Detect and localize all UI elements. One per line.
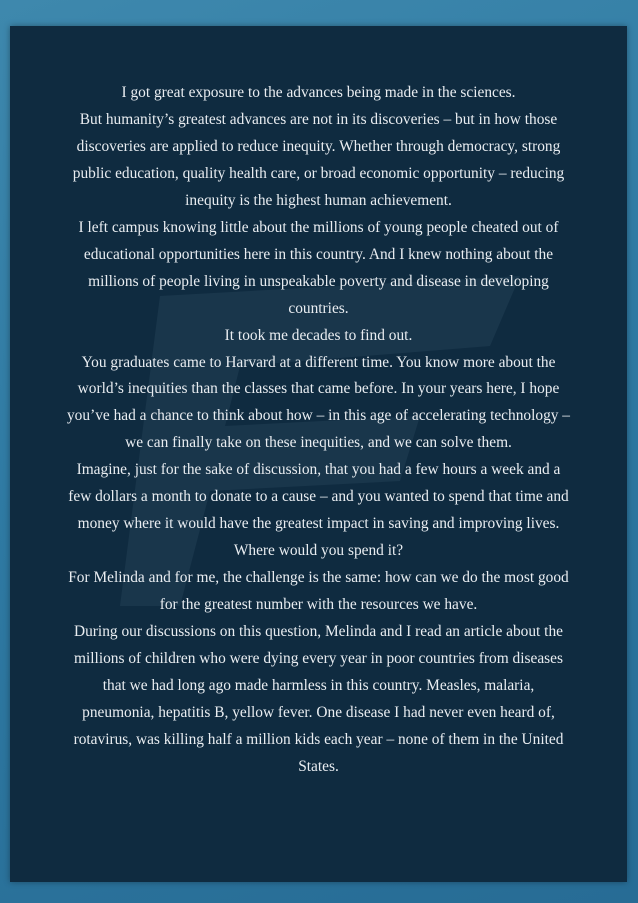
- text-line: For Melinda and for me, the challenge is the same: how can we do the most good: [68, 569, 569, 587]
- text-line: But humanity’s greatest advances are not in its discoveries – but in how those: [79, 110, 558, 128]
- text-line: countries.: [288, 299, 349, 317]
- text-line: During our discussions on this question, Melinda and I read an article about the: [74, 623, 563, 641]
- text-line: rotavirus, was killing half a million kids each year – none of them in the United: [73, 730, 564, 748]
- text-line: millions of people living in unspeakable poverty and disease in developing: [88, 272, 549, 290]
- text-line: I left campus knowing little about the millions of young people cheated out of: [78, 218, 559, 236]
- text-line: we can finally take on these inequities, and we can solve them.: [125, 434, 512, 452]
- document-text: [32, 80, 605, 781]
- text-line: pneumonia, hepatitis B, yellow fever. One disease I had never even heard of,: [82, 703, 555, 721]
- text-line: inequity is the highest human achievement.: [185, 191, 452, 209]
- text-line: public education, quality health care, or broad economic opportunity – reducing: [72, 164, 565, 182]
- text-line: you’ve had a chance to think about how – in this age of accelerating technology –: [66, 407, 571, 425]
- text-line: few dollars a month to donate to a cause – and you wanted to spend that time and: [68, 488, 569, 506]
- text-line: millions of children who were dying every year in poor countries from diseases: [74, 650, 563, 668]
- text-line: discoveries are applied to reduce inequity. Whether through democracy, strong: [76, 137, 561, 155]
- text-line: that we had long ago made harmless in this country. Measles, malaria,: [102, 676, 535, 694]
- document-page: [10, 26, 627, 882]
- text-line: I got great exposure to the advances being made in the sciences.: [121, 84, 516, 101]
- text-line: You graduates came to Harvard at a different time. You know more about the: [81, 353, 556, 371]
- text-line: money where it would have the greatest impact in saving and improving lives.: [77, 515, 560, 533]
- text-line: Imagine, just for the sake of discussion, that you had a few hours a week and a: [76, 461, 561, 479]
- text-line: world’s inequities than the classes that came before. In your years here, I hope: [77, 380, 560, 398]
- text-line: educational opportunities here in this country. And I knew nothing about the: [83, 245, 554, 263]
- text-line: It took me decades to find out.: [224, 326, 413, 344]
- text-line: for the greatest number with the resources we have.: [159, 596, 478, 614]
- text-line: States.: [298, 757, 339, 775]
- text-line: Where would you spend it?: [233, 542, 404, 560]
